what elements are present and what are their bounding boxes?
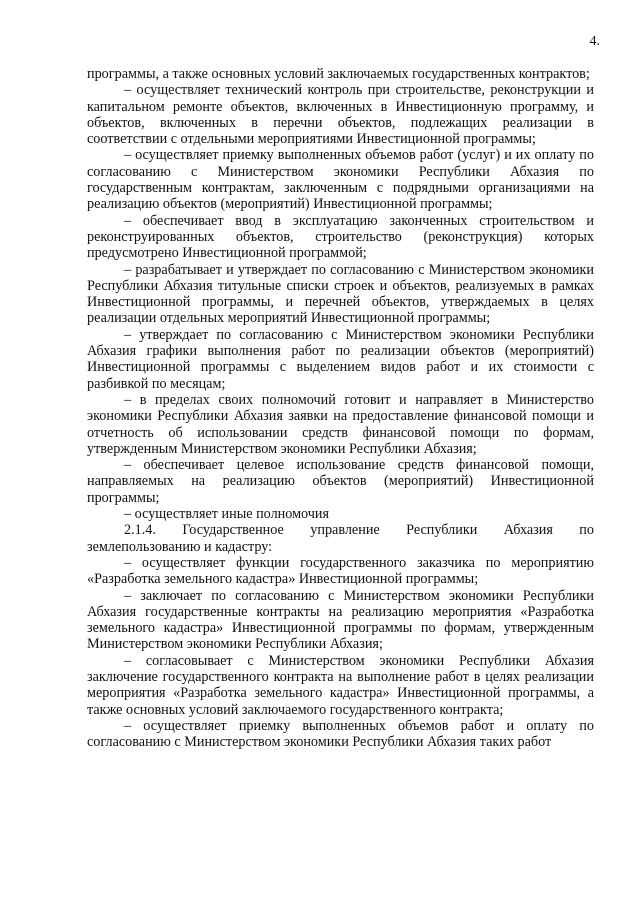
- paragraph-commissioning: – обеспечивает ввод в эксплуатацию законченных строительством и реконструированных объектов, строительство (реконструкция) которых предусмотрено Инвестиционной программой;: [87, 212, 594, 262]
- paragraph-targeted-use: – обеспечивает целевое использование средств финансовой помощи, направляемых на реализацию объектов (мероприятий) Инвестиционной программы;: [87, 457, 594, 506]
- paragraph-contracts-continuation: программы, а также основных условий заключаемых государственных контрактов;: [87, 66, 590, 82]
- paragraph-title-lists: – разрабатывает и утверждает по согласованию с Министерством экономики Республики Абхазия титульные списки строек и объектов, реализуемых в рамках Инвестиционной программы, и перечней объектов, утверждаемых в целях реализации отдельных мероприятий Инвестиционной программы;: [87, 261, 594, 327]
- page-number: 4.: [589, 34, 600, 49]
- paragraph-other-powers: – осуществляет иные полномочия: [124, 506, 330, 523]
- paragraph-acceptance-payment: – осуществляет приемку выполненных объемов работ (услуг) и их оплату по согласованию с Министерством экономики Республики Абхазия по государственным контрактам, заключенным с подрядными организациями на реализацию объектов (мероприятий) Инвестиционной программы;: [87, 147, 594, 213]
- paragraph-agrees-contract: – согласовывает с Министерством экономики Республики Абхазия заключение государственного контракта на выполнение работ в целях реализации мероприятия «Разработка земельного кадастра» Инвестиционной программы, а также основных условий заключаемого государственного контракта;: [87, 652, 594, 718]
- paragraph-state-customer: – осуществляет функции государственного заказчика по мероприятию «Разработка земельного кадастра» Инвестиционной программы;: [87, 554, 594, 588]
- paragraph-acceptance-works: – осуществляет приемку выполненных объемов работ и оплату по согласованию с Министерством экономики Республики Абхазия таких работ: [87, 717, 594, 751]
- paragraph-concludes-contracts: – заключает по согласованию с Министерством экономики Республики Абхазия государственные контракты на реализацию мероприятия «Разработка земельного кадастра» Инвестиционной программы по формам, утвержденным Министерством экономики Республики Абхазия;: [87, 587, 594, 653]
- paragraph-applications-reporting: – в пределах своих полномочий готовит и направляет в Министерство экономики Республики Абхазия заявки на предоставление финансовой помощи и отчетность об использовании средств финансовой помощи по формам, утвержденным Министерством экономики Республики Абхазия;: [87, 391, 594, 457]
- paragraph-technical-control: – осуществляет технический контроль при строительстве, реконструкции и капитальном ремонте объектов, включенных в Инвестиционную программу, и объектов, включенных в перечни объектов, подлежащих реализации в соответствии с отдельными мероприятиями Инвестиционной программы;: [87, 82, 594, 148]
- document-body: [87, 66, 594, 750]
- paragraph-work-schedules: – утверждает по согласованию с Министерством экономики Республики Абхазия графики выполнения работ по реализации объектов (мероприятий) Инвестиционной программы с выделением видов работ и их стоимости с разбивкой по месяцам;: [87, 326, 594, 392]
- section-heading-2-1-4: 2.1.4. Государственное управление Республики Абхазия по землепользованию и кадастру:: [87, 522, 594, 555]
